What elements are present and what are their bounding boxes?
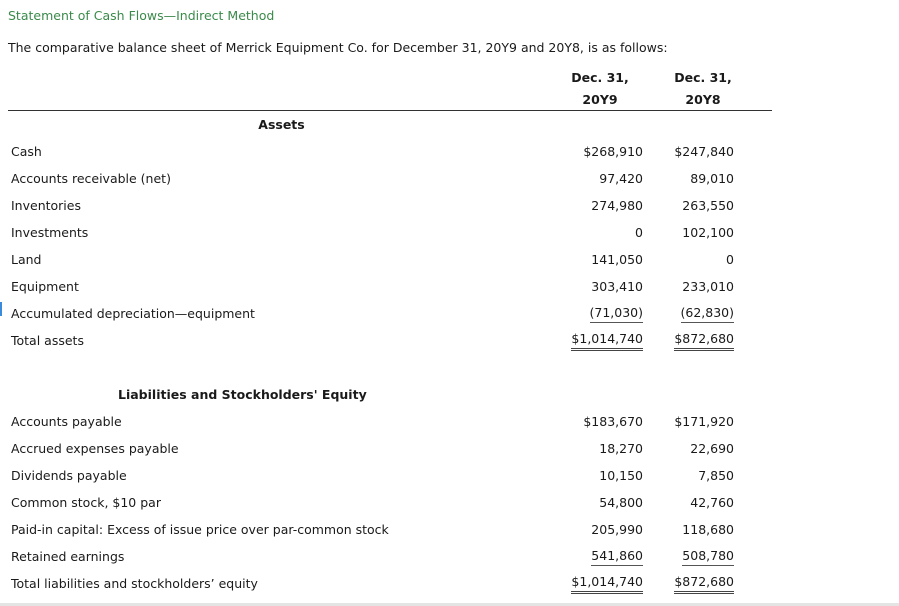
value-20y8: 508,780 [682,548,734,566]
column-header-row-2 [8,88,772,110]
total-liabilities-20y8: $872,680 [674,574,734,594]
total-row [8,570,772,597]
row-label: Cash [11,144,42,159]
value-20y8: 89,010 [690,171,734,186]
table-row [8,273,772,300]
liabilities-heading: Liabilities and Stockholders' Equity [118,387,367,402]
table-row [8,516,772,543]
row-label: Accounts receivable (net) [11,171,171,186]
row-label: Accrued expenses payable [11,441,179,456]
value-20y8: 0 [726,252,734,267]
table-row [8,300,772,327]
blank-row [8,354,772,381]
col-20y8-header-line1: Dec. 31, [674,69,732,85]
row-label: Land [11,252,42,267]
row-label: Dividends payable [11,468,127,483]
row-label: Investments [11,225,89,240]
problem-title: Statement of Cash Flows—Indirect Method [8,8,275,23]
liabilities-heading-row [8,381,772,408]
total-row [8,327,772,354]
col-20y8-header-line2: 20Y8 [685,91,721,107]
value-20y8: $247,840 [674,144,734,159]
col-20y9-header-line1: Dec. 31, [571,69,629,85]
value-20y9: 541,860 [591,548,643,566]
table-row [8,408,772,435]
value-20y9: 18,270 [599,441,643,456]
value-20y8: $171,920 [674,414,734,429]
table-row [8,435,772,462]
value-20y8: 22,690 [690,441,734,456]
row-label: Paid-in capital: Excess of issue price over par-common stock [11,522,389,537]
balance-sheet-table [8,66,772,597]
assets-heading-row [8,111,772,139]
total-assets-label: Total assets [11,333,84,348]
value-20y9: 303,410 [591,279,643,294]
value-20y9: 205,990 [591,522,643,537]
value-20y8: 42,760 [690,495,734,510]
table-row [8,543,772,570]
total-liabilities-label: Total liabilities and stockholders’ equity [11,576,258,591]
table-row [8,246,772,273]
value-20y9: $183,670 [583,414,643,429]
value-20y8: 102,100 [682,225,734,240]
value-20y9: 10,150 [599,468,643,483]
assets-heading: Assets [258,117,305,132]
table-row [8,219,772,246]
row-label: Accumulated depreciation—equipment [11,306,255,321]
value-20y9: 97,420 [599,171,643,186]
value-20y9: (71,030) [590,305,644,323]
value-20y9: 0 [635,225,643,240]
value-20y8: (62,830) [681,305,735,323]
row-label: Accounts payable [11,414,122,429]
row-label: Retained earnings [11,549,125,564]
table-row [8,462,772,489]
value-20y9: 54,800 [599,495,643,510]
table-row [8,489,772,516]
total-liabilities-20y9: $1,014,740 [571,574,643,594]
total-assets-20y8: $872,680 [674,331,734,351]
focus-edge-marker [0,302,2,316]
row-label: Inventories [11,198,81,213]
value-20y9: 141,050 [591,252,643,267]
row-label: Common stock, $10 par [11,495,161,510]
value-20y8: 263,550 [682,198,734,213]
value-20y9: $268,910 [583,144,643,159]
table-row [8,192,772,219]
table-row [8,165,772,192]
table-row [8,138,772,165]
total-assets-20y9: $1,014,740 [571,331,643,351]
col-20y9-header-line2: 20Y9 [582,91,618,107]
value-20y8: 7,850 [698,468,734,483]
value-20y8: 118,680 [682,522,734,537]
row-label: Equipment [11,279,79,294]
problem-intro-text: The comparative balance sheet of Merrick Equipment Co. for December 31, 20Y9 and 20Y8, is as follows: [8,40,668,55]
column-header-row-1 [8,66,772,88]
value-20y9: 274,980 [591,198,643,213]
value-20y8: 233,010 [682,279,734,294]
